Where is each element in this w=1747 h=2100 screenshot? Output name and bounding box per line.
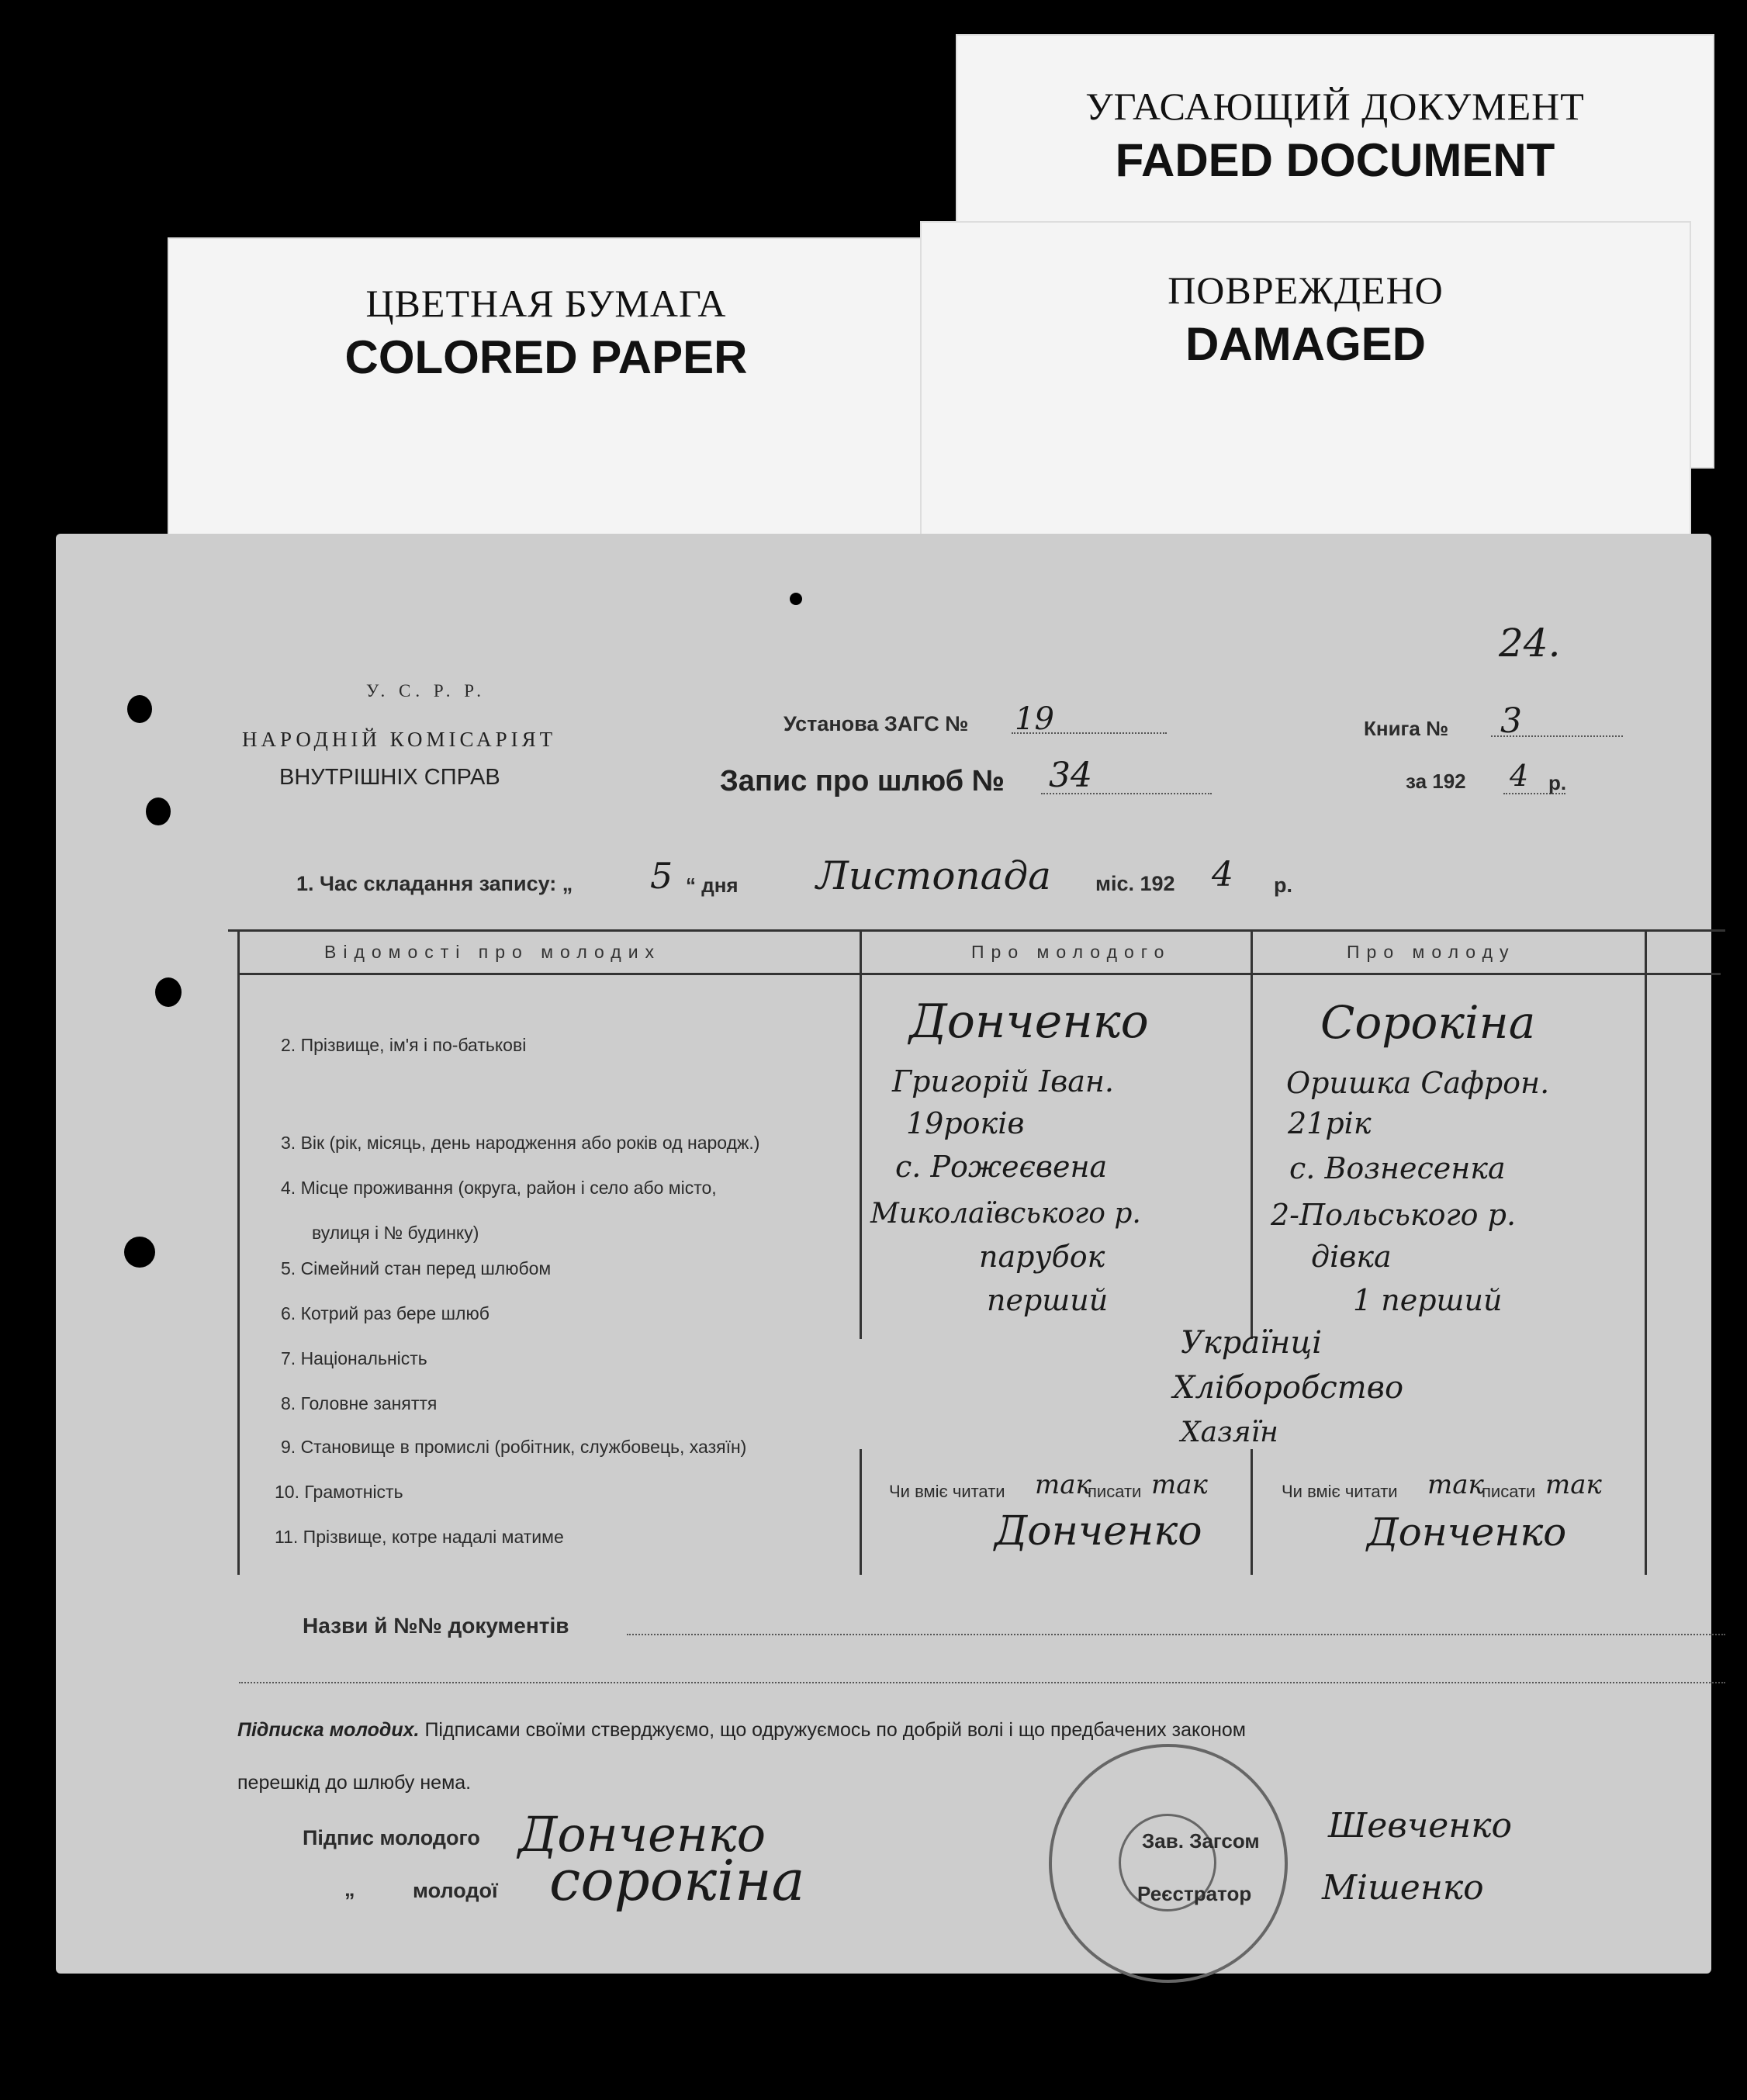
book-label: Книга №	[1364, 717, 1449, 740]
office-label: Установа ЗАГС №	[784, 712, 969, 735]
bride-marriage-count: 1 перший	[1353, 1283, 1503, 1317]
commissariat-line-2: ВНУТРІШНІХ СПРАВ	[279, 765, 500, 790]
registrar-label: Реєстратор	[1137, 1882, 1252, 1905]
table-col-rule-lower-2	[1251, 1449, 1253, 1575]
table-left-rule-lower	[237, 1339, 240, 1575]
damaged-tag-ru: ПОВРЕЖДЕНО	[1168, 268, 1444, 312]
damaged-tag-en: DAMAGED	[1185, 318, 1426, 370]
column-header-bride: Про молоду	[1347, 942, 1516, 962]
time-year-digit: 4	[1212, 855, 1233, 894]
head-label: Зав. Загсом	[1142, 1829, 1260, 1853]
row-label-occupation: 8. Головне заняття	[281, 1393, 438, 1413]
statement-line-2: перешкід до шлюбу нема.	[237, 1772, 472, 1794]
shared-occupation: Хліборобство	[1173, 1370, 1404, 1406]
marriage-record-form	[56, 534, 1711, 1974]
book-number: 3	[1500, 701, 1522, 741]
row-label-position: 9. Становище в промислі (робітник, службовець, хазяїн)	[281, 1437, 747, 1457]
table-left-rule	[237, 929, 240, 1339]
row-label-age: 3. Вік (рік, місяць, день народження або років од народж.)	[281, 1133, 760, 1153]
table-col-rule-1	[860, 929, 862, 1339]
punch-hole	[146, 797, 171, 825]
groom-sign-label: Підпис молодого	[303, 1826, 480, 1849]
groom-literacy-read: так	[1035, 1469, 1091, 1500]
table-top-rule	[228, 929, 1725, 932]
table-col-rule-2	[1251, 929, 1253, 1339]
table-col-rule-lower-1	[860, 1449, 862, 1575]
faded-tag-en: FADED DOCUMENT	[1115, 134, 1555, 186]
office-number-line	[1012, 732, 1167, 734]
row-label-residence-2: вулиця і № будинку)	[312, 1223, 479, 1243]
bride-name: Оришка Сафрон.	[1286, 1066, 1550, 1100]
bride-sign-label: молодої	[413, 1879, 498, 1902]
office-number: 19	[1015, 701, 1054, 737]
time-day-suffix: “ дня	[686, 874, 739, 897]
row-label-family-status: 5. Сімейний стан перед шлюбом	[281, 1258, 552, 1278]
statement-text: Підписами своїми стверджуємо, що одружуємось по добрій волі і що предбачених законом	[424, 1719, 1246, 1741]
table-right-rule	[1645, 929, 1647, 1339]
book-number-line	[1491, 735, 1623, 737]
bride-surname: Сорокіна	[1320, 996, 1536, 1049]
damaged-tag	[920, 221, 1691, 555]
bride-sign-label-prefix: „	[344, 1877, 355, 1901]
year-suffix: р.	[1548, 771, 1567, 794]
head-signature: Шевченко	[1328, 1806, 1513, 1846]
time-month: Листопада	[816, 853, 1051, 898]
time-suffix: р.	[1274, 874, 1292, 897]
punch-hole	[124, 1237, 155, 1268]
page-number: 24.	[1499, 621, 1561, 666]
bride-new-surname: Донченко	[1367, 1510, 1567, 1555]
groom-literacy-write: так	[1151, 1469, 1208, 1500]
row-label-nationality: 7. Національність	[281, 1348, 427, 1368]
groom-surname: Донченко	[909, 995, 1149, 1049]
punch-hole	[155, 977, 182, 1007]
documents-line	[627, 1634, 1725, 1635]
bride-residence-2: 2-Польського р.	[1271, 1198, 1517, 1232]
groom-literacy-read-label: Чи вміє читати	[889, 1482, 1005, 1501]
record-label: Запис про шлюб №	[720, 765, 1005, 797]
bride-literacy-read-label: Чи вміє читати	[1282, 1482, 1398, 1501]
statement-line-1	[237, 1719, 1246, 1742]
year-digit: 4	[1510, 759, 1529, 793]
groom-signature: Донченко	[518, 1806, 766, 1863]
year-prefix: за 192	[1406, 770, 1466, 793]
groom-marriage-count: перший	[987, 1283, 1109, 1317]
row-label-literacy: 10. Грамотність	[275, 1482, 403, 1502]
groom-age: 19років	[906, 1106, 1025, 1140]
bride-age: 21рік	[1288, 1106, 1372, 1140]
bride-family-status: дівка	[1311, 1240, 1392, 1274]
groom-new-surname: Донченко	[995, 1508, 1202, 1555]
statement-heading: Підписка молодих.	[237, 1719, 420, 1741]
row-label-new-surname: 11. Прізвище, котре надалі матиме	[275, 1527, 564, 1547]
documents-line-2	[239, 1682, 1725, 1683]
row-label-name: 2. Прізвище, ім'я і по-батькові	[281, 1035, 527, 1055]
bride-signature: сорокіна	[549, 1848, 805, 1913]
documents-label: Назви й №№ документів	[303, 1614, 569, 1638]
bride-residence-1: с. Вознесенка	[1289, 1151, 1506, 1185]
row-label-residence: 4. Місце проживання (округа, район і село або місто,	[281, 1178, 717, 1198]
groom-literacy-write-label: писати	[1088, 1482, 1142, 1501]
groom-residence-2: Миколаївського р.	[870, 1198, 1141, 1230]
time-label: 1. Час складання запису: „	[296, 872, 573, 895]
colored-paper-tag	[168, 237, 925, 540]
shared-nationality: Українці	[1181, 1325, 1323, 1361]
record-number-line	[1041, 793, 1212, 794]
faded-tag-ru: УГАСАЮЩИЙ ДОКУМЕНТ	[1085, 85, 1585, 128]
bride-literacy-write: так	[1545, 1469, 1602, 1500]
colored-tag-ru: ЦВЕТНАЯ БУМАГА	[365, 282, 727, 325]
bride-literacy-read: так	[1427, 1469, 1484, 1500]
punch-hole	[790, 593, 802, 605]
registrar-signature: Мішенко	[1322, 1868, 1484, 1908]
colored-tag-en: COLORED PAPER	[344, 331, 748, 383]
punch-hole	[127, 695, 152, 723]
column-header-groom: Про молодого	[971, 942, 1171, 962]
groom-name: Григорій Іван.	[892, 1064, 1114, 1098]
column-header-info: Відомості про молодих	[324, 942, 662, 962]
ussr-label: У. С. Р. Р.	[366, 681, 486, 701]
shared-position: Хазяїн	[1181, 1417, 1278, 1448]
row-label-marriage-count: 6. Котрий раз бере шлюб	[281, 1303, 490, 1323]
table-right-rule-lower	[1645, 1339, 1647, 1575]
groom-residence-1: с. Рожеєвена	[895, 1150, 1108, 1184]
bride-literacy-write-label: писати	[1482, 1482, 1536, 1501]
record-number: 34	[1049, 756, 1092, 795]
table-header-rule	[237, 973, 1721, 975]
groom-family-status: парубок	[979, 1240, 1105, 1274]
time-month-label: міс. 192	[1095, 872, 1175, 895]
commissariat-line-1: НАРОДНІЙ КОМІСАРІЯТ	[242, 728, 557, 751]
time-day: 5	[650, 855, 673, 897]
